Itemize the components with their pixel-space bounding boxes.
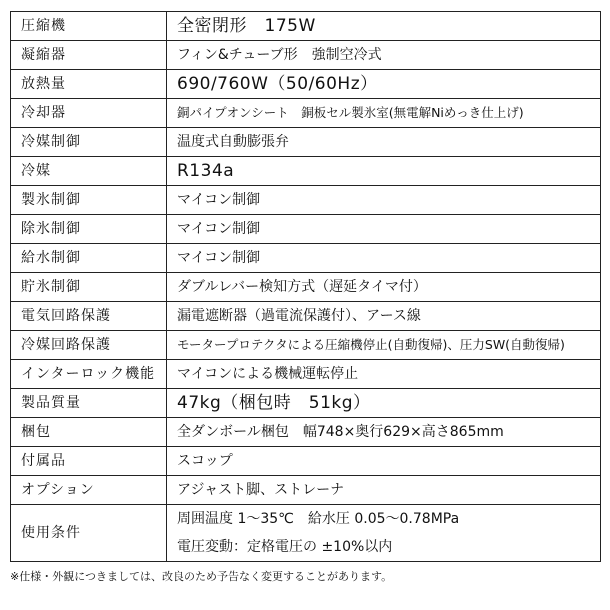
spec-value: フィン&チューブ形 強制空冷式: [167, 41, 601, 70]
spec-row-refrigerant: [11, 157, 601, 186]
spec-value: 全ダンボール梱包 幅748×奥行629×高さ865mm: [167, 418, 601, 447]
spec-value: マイコン制御: [167, 186, 601, 215]
spec-label: 冷媒回路保護: [11, 331, 167, 360]
spec-row-deicing-control: [11, 215, 601, 244]
spec-label: 給水制御: [11, 244, 167, 273]
spec-row-compressor: [11, 12, 601, 41]
spec-value: 47kg（梱包時 51kg）: [167, 389, 601, 418]
spec-value: 漏電遮断器（過電流保護付）、アース線: [167, 302, 601, 331]
spec-value: アジャスト脚、ストレーナ: [167, 476, 601, 505]
spec-value: マイコンによる機械運転停止: [167, 360, 601, 389]
conditions-line-voltage: 電圧変動：定格電圧の ±10%以内: [177, 539, 393, 555]
spec-value: 全密閉形 175W: [167, 12, 601, 41]
spec-value: マイコン制御: [167, 215, 601, 244]
spec-label: 電気回路保護: [11, 302, 167, 331]
spec-label: 貯氷制御: [11, 273, 167, 302]
spec-row-condenser: [11, 41, 601, 70]
spec-row-refrigerant-circuit-protection: [11, 331, 601, 360]
spec-label: 使用条件: [11, 505, 167, 562]
spec-table-body: [11, 12, 601, 562]
spec-row-packaging: [11, 418, 601, 447]
spec-table: [10, 11, 601, 562]
spec-label: 圧縮機: [11, 12, 167, 41]
spec-value: モータープロテクタによる圧縮機停止(自動復帰)、圧力SW(自動復帰): [167, 331, 601, 360]
conditions-line-temperature-pressure: 周囲温度 1～35℃ 給水圧 0.05～0.78MPa: [177, 511, 460, 527]
spec-label: 冷媒: [11, 157, 167, 186]
conditions-value: [167, 505, 601, 562]
spec-row-accessories: [11, 447, 601, 476]
spec-label: インターロック機能: [11, 360, 167, 389]
spec-row-cooler: [11, 99, 601, 128]
spec-value: ダブルレバー検知方式（遅延タイマ付）: [167, 273, 601, 302]
spec-value: 銅パイプオンシート 銅板セル製氷室(無電解Niめっき仕上げ): [167, 99, 601, 128]
spec-row-ice-storage-control: [11, 273, 601, 302]
spec-label: 梱包: [11, 418, 167, 447]
spec-row-heat-dissipation: [11, 70, 601, 99]
spec-row-operating-conditions: [11, 505, 601, 562]
spec-label: 付属品: [11, 447, 167, 476]
spec-row-weight: [11, 389, 601, 418]
spec-row-refrigerant-control: [11, 128, 601, 157]
spec-value: スコップ: [167, 447, 601, 476]
spec-row-options: [11, 476, 601, 505]
spec-label: 放熱量: [11, 70, 167, 99]
spec-label: 製氷制御: [11, 186, 167, 215]
spec-value: 温度式自動膨張弁: [167, 128, 601, 157]
spec-value: R134a: [167, 157, 601, 186]
spec-label: 製品質量: [11, 389, 167, 418]
spec-label: 除氷制御: [11, 215, 167, 244]
spec-value: 690/760W（50/60Hz）: [167, 70, 601, 99]
spec-row-ice-making-control: [11, 186, 601, 215]
spec-label: オプション: [11, 476, 167, 505]
spec-row-water-supply-control: [11, 244, 601, 273]
spec-label: 凝縮器: [11, 41, 167, 70]
spec-label: 冷却器: [11, 99, 167, 128]
spec-row-electric-protection: [11, 302, 601, 331]
footnote: ※仕様・外観につきましては、改良のため予告なく変更することがあります。: [10, 570, 393, 583]
spec-label: 冷媒制御: [11, 128, 167, 157]
spec-value: マイコン制御: [167, 244, 601, 273]
spec-row-interlock: [11, 360, 601, 389]
